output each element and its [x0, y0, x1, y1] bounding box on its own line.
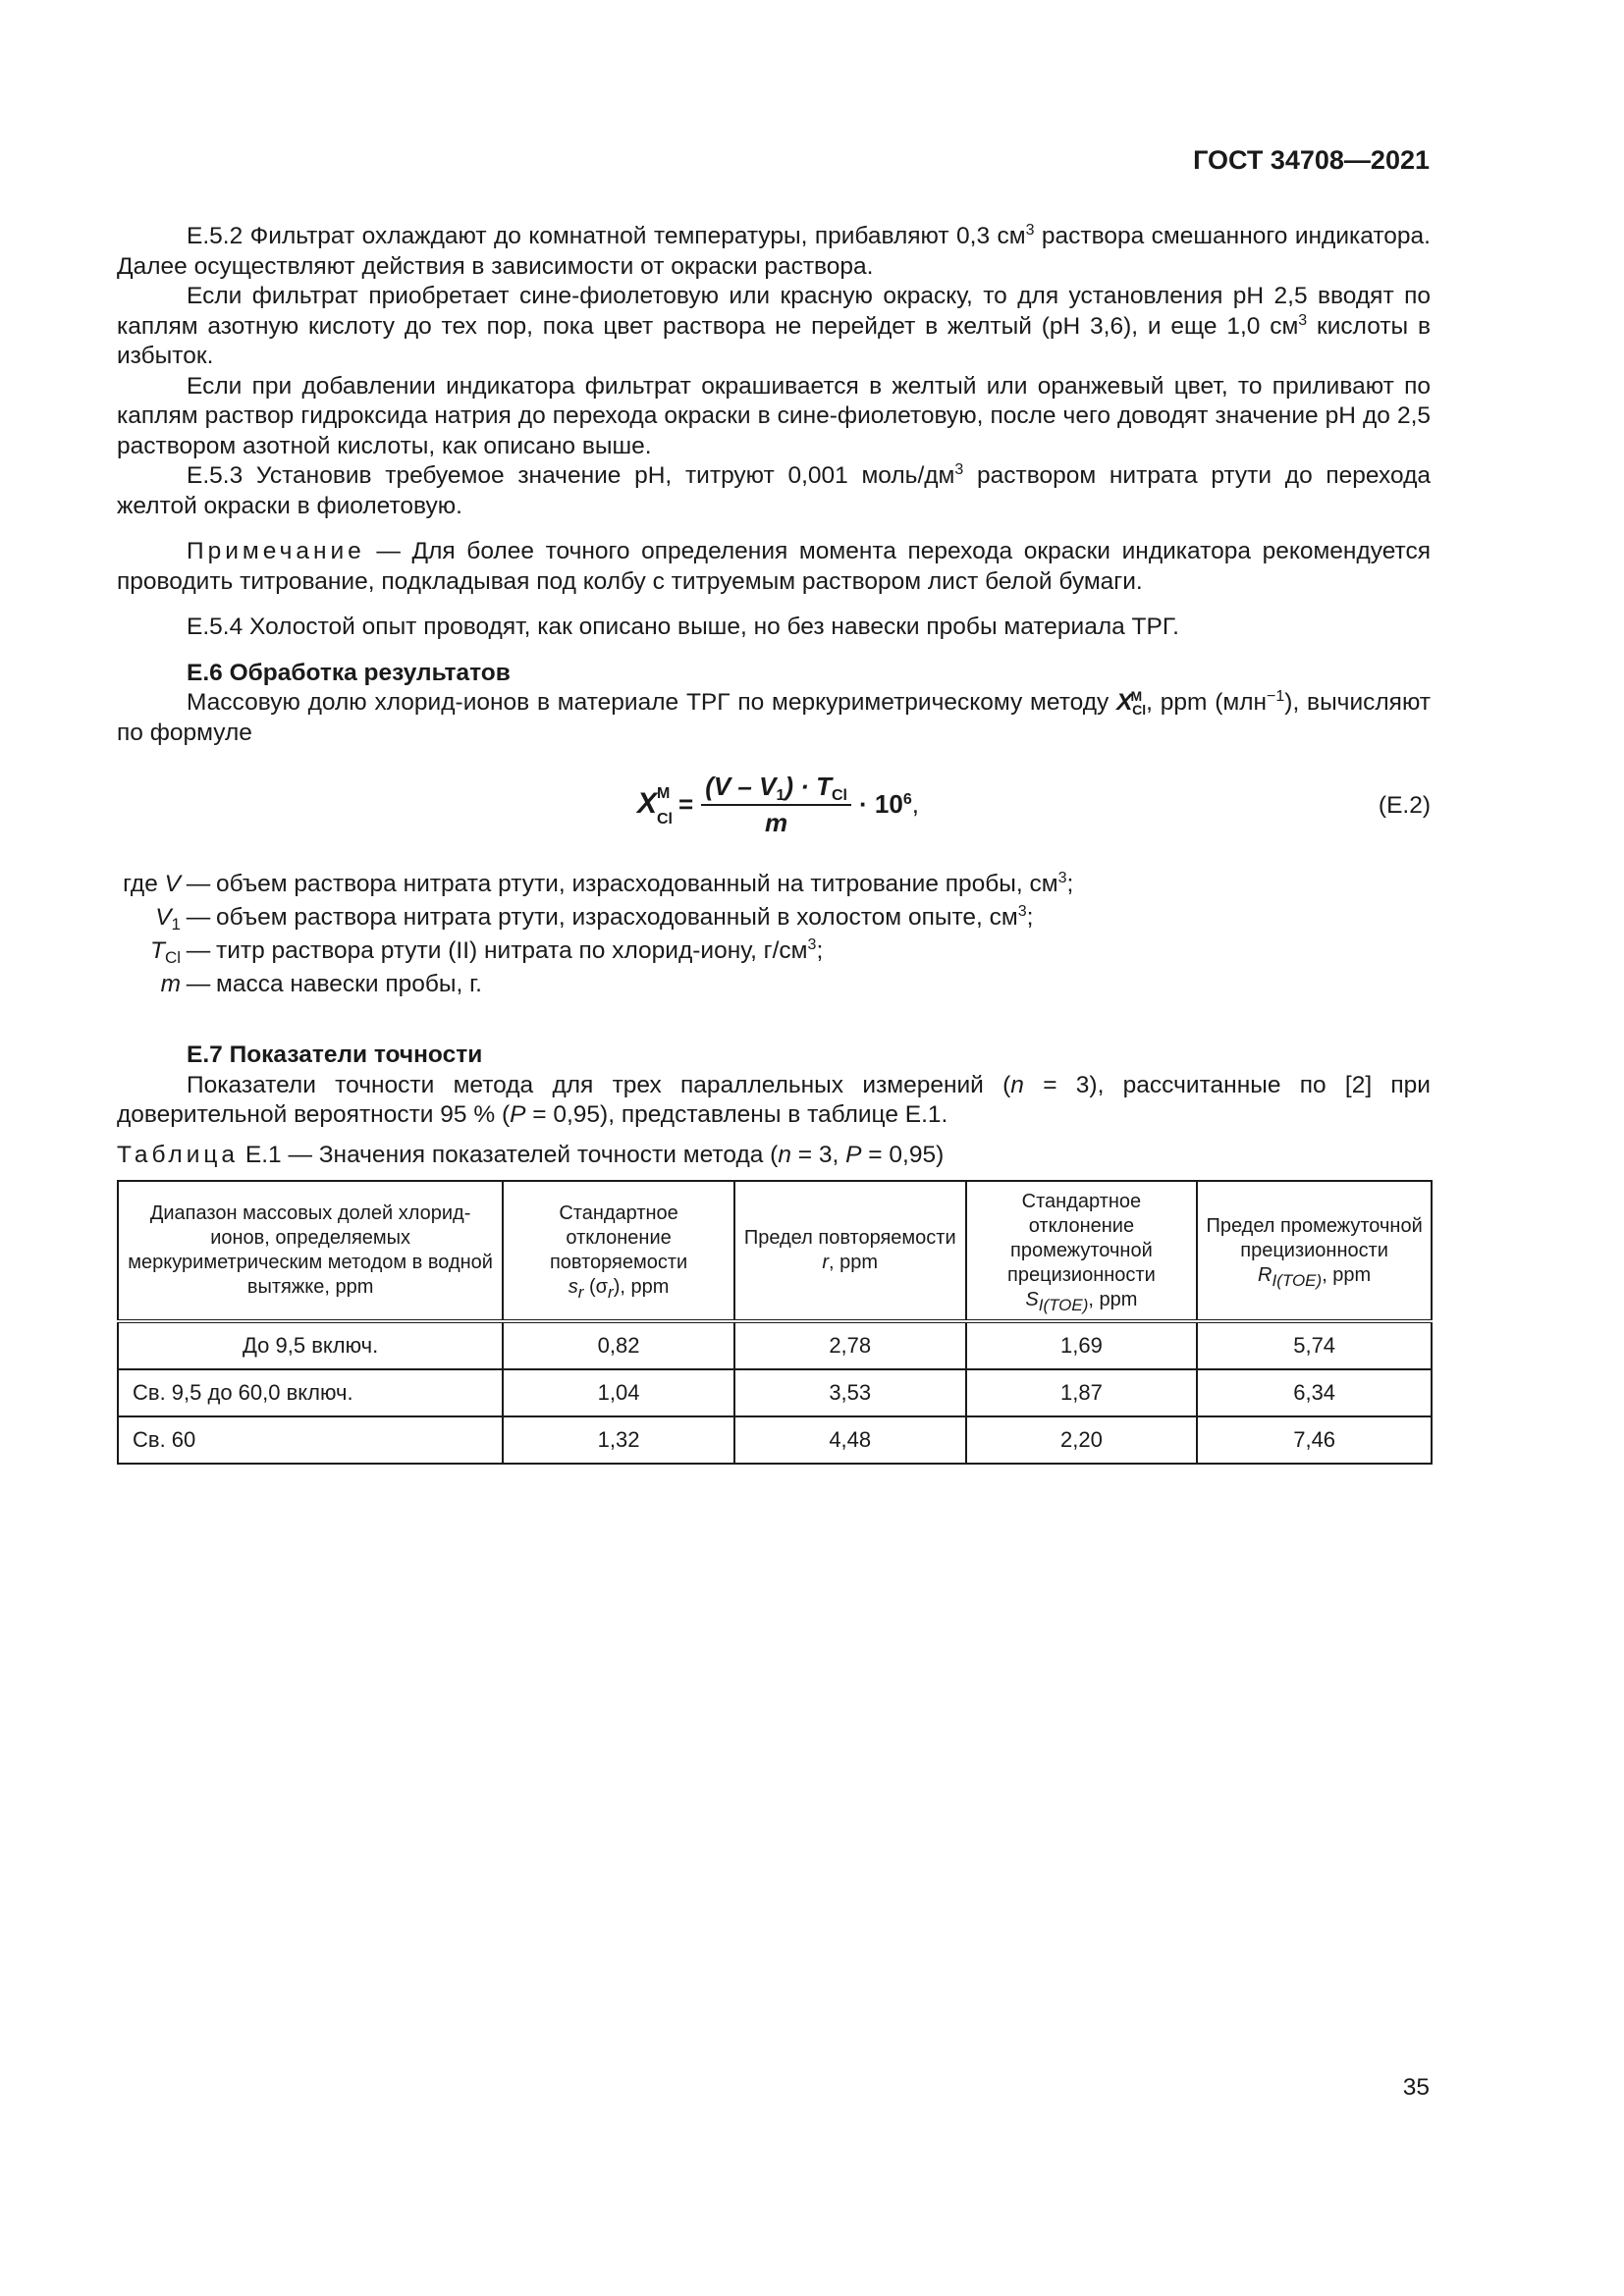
- table-cell: Св. 9,5 до 60,0 включ.: [118, 1369, 503, 1416]
- numerator: [701, 772, 851, 806]
- superscript: 3: [1298, 311, 1308, 329]
- symbol: m: [160, 971, 181, 997]
- symbol-x: X: [637, 787, 658, 821]
- definition-dash: —: [186, 904, 211, 931]
- definition-row: [117, 934, 1431, 968]
- symbol: V: [155, 904, 172, 931]
- superscript: 3: [1025, 222, 1035, 239]
- section-e7-heading: Е.7 Показатели точности: [187, 1041, 483, 1068]
- text: Стандартное отклонение повторяемости: [549, 1202, 688, 1273]
- subscript: Cl: [1132, 702, 1147, 718]
- precision-table: [117, 1180, 1433, 1465]
- note-label: Примечание: [187, 538, 365, 564]
- text: ;: [1026, 904, 1034, 931]
- caption-label: Таблица: [117, 1141, 240, 1168]
- note: [117, 537, 1431, 597]
- text: , ppm: [1322, 1263, 1372, 1286]
- subscript: r: [608, 1283, 614, 1302]
- superscript: 3: [1057, 870, 1067, 886]
- text: ;: [816, 937, 824, 964]
- table-cell: 7,46: [1197, 1416, 1432, 1464]
- table-cell: 2,20: [966, 1416, 1198, 1464]
- paragraph-e6: [117, 688, 1431, 748]
- text: (V – V: [705, 772, 777, 801]
- denominator: m: [765, 807, 788, 837]
- text: раствора смешанного индикатора. Далее осуществляют действия в зависимости от окраски раствора.: [117, 223, 1431, 280]
- table-cell: 5,74: [1197, 1321, 1432, 1369]
- symbol: S: [1025, 1288, 1039, 1310]
- definition-text: [216, 901, 1033, 934]
- equation-number: (Е.2): [1378, 792, 1431, 819]
- text: Е.1 — Значения показателей точности метода (: [239, 1141, 779, 1168]
- definition-symbol: [117, 868, 181, 901]
- table-caption: [117, 1141, 1431, 1171]
- table-cell: 1,87: [966, 1369, 1198, 1416]
- text: кислоты в избыток.: [117, 312, 1431, 369]
- header-intermediate-limit: [1197, 1181, 1432, 1321]
- text: ) · T: [785, 772, 832, 801]
- table-row: [118, 1416, 1432, 1464]
- symbol-p: P: [510, 1101, 526, 1128]
- text: ;: [1066, 871, 1074, 897]
- text: Е.5.3 Установив требуемое значение рН, титруют 0,001 моль/дм: [187, 462, 955, 489]
- definition-symbol: [117, 901, 181, 934]
- superscript: 6: [902, 791, 912, 809]
- text: ), вычисляют по формуле: [117, 689, 1431, 746]
- text: ), ppm: [613, 1276, 670, 1298]
- paragraph-e7: [117, 1071, 1431, 1131]
- text: Предел повторяемости: [743, 1227, 956, 1249]
- table-header-row: [118, 1181, 1432, 1321]
- superscript: 3: [807, 936, 817, 953]
- text: объем раствора нитрата ртути, израсходованный на титрование пробы, см: [216, 871, 1058, 897]
- doc-number: ГОСТ 34708—2021: [1193, 145, 1430, 175]
- definition-row: [117, 901, 1431, 934]
- section-e6-heading: Е.6 Обработка результатов: [187, 659, 511, 686]
- paragraph-blue-violet: [117, 282, 1431, 372]
- equals-sign: =: [678, 789, 694, 820]
- text: Массовую долю хлорид-ионов в материале ТРГ по меркуриметрическому методу: [187, 689, 1117, 716]
- superscript: −1: [1267, 688, 1285, 705]
- table-cell: До 9,5 включ.: [118, 1321, 503, 1369]
- text: титр раствора ртути (II) нитрата по хлорид-иону, г/см: [216, 937, 808, 964]
- page-content: [117, 222, 1431, 1465]
- subscript: 1: [776, 787, 785, 804]
- definition-symbol: [117, 968, 181, 1001]
- text: (σ: [583, 1276, 609, 1298]
- subscript: 1: [171, 915, 181, 934]
- symbol: s: [568, 1276, 578, 1298]
- formula-e2: [117, 768, 1431, 852]
- paragraph-e54: Е.5.4 Холостой опыт проводят, как описано выше, но без навески пробы материала ТРГ.: [187, 614, 1179, 640]
- table-cell: 0,82: [503, 1321, 734, 1369]
- formula-tail: [859, 789, 919, 820]
- table-cell: 6,34: [1197, 1369, 1432, 1416]
- text: ,: [911, 789, 919, 820]
- text: Е.5.2 Фильтрат охлаждают до комнатной температуры, прибавляют 0,3 см: [187, 223, 1026, 249]
- table-row: [118, 1369, 1432, 1416]
- header-range: Диапазон массовых долей хлорид-ионов, определяемых меркуриметрическим методом в водной вытяжке, ppm: [118, 1181, 503, 1321]
- superscript: 3: [1017, 903, 1027, 920]
- definition-symbol: [117, 934, 181, 968]
- superscript: M: [1130, 688, 1143, 704]
- subscript: Cl: [657, 811, 673, 828]
- symbol: T: [149, 937, 165, 964]
- formula-expression: [637, 772, 919, 837]
- text: , ppm (млн: [1146, 689, 1268, 716]
- table-cell: Св. 60: [118, 1416, 503, 1464]
- text: = 0,95): [861, 1141, 945, 1168]
- symbol-x: X: [1116, 689, 1133, 716]
- table-row: [118, 1321, 1432, 1369]
- paragraph-e53: [117, 461, 1431, 521]
- text: = 3,: [790, 1141, 846, 1168]
- header-repeatability-limit: [734, 1181, 966, 1321]
- paragraph-e52: [117, 222, 1431, 282]
- text: = 0,95), представлены в таблице Е.1.: [525, 1101, 948, 1128]
- definition-dash: —: [186, 871, 211, 897]
- symbol-p: P: [845, 1141, 862, 1168]
- text: Показатели точности метода для трех параллельных измерений (: [187, 1071, 1011, 1098]
- text: масса навески пробы, г.: [216, 971, 482, 997]
- text: · 10: [859, 789, 903, 820]
- subscript: I(TOE): [1038, 1295, 1089, 1314]
- text: объем раствора нитрата ртути, израсходованный в холостом опыте, см: [216, 904, 1018, 931]
- subscript: Cl: [164, 948, 181, 967]
- superscript: M: [657, 785, 671, 803]
- symbol: V: [164, 871, 181, 897]
- text: , ppm: [829, 1252, 879, 1273]
- header-repeatability-sd: [503, 1181, 734, 1321]
- subscript: I(TOE): [1272, 1270, 1323, 1290]
- text: Предел промежуточной прецизионности: [1206, 1214, 1423, 1261]
- definition-dash: —: [186, 971, 211, 997]
- subscript: r: [577, 1283, 584, 1302]
- definition-row: [117, 968, 1431, 1001]
- definition-row: [117, 868, 1431, 901]
- definition-text: [216, 968, 482, 1001]
- table-cell: 3,53: [734, 1369, 966, 1416]
- text: Стандартное отклонение промежуточной прецизионности: [1007, 1190, 1156, 1286]
- formula-lhs: [637, 785, 678, 828]
- text: = 3), рассчитанные по [2] при доверительной вероятности 95 % (: [117, 1071, 1431, 1128]
- table-cell: 1,32: [503, 1416, 734, 1464]
- table-cell: 1,04: [503, 1369, 734, 1416]
- where-word: где: [123, 871, 165, 897]
- subscript: Cl: [832, 787, 847, 804]
- table-cell: 4,48: [734, 1416, 966, 1464]
- variable-definitions: [117, 868, 1431, 1001]
- definition-dash: —: [186, 937, 211, 964]
- symbol-n: n: [1010, 1071, 1024, 1098]
- table-cell: 2,78: [734, 1321, 966, 1369]
- text: , ppm: [1088, 1288, 1138, 1310]
- definition-text: [216, 934, 823, 968]
- header-intermediate-sd: [966, 1181, 1198, 1321]
- definition-text: [216, 868, 1073, 901]
- paragraph-yellow: Если при добавлении индикатора фильтрат окрашивается в желтый или оранжевый цвет, то приливают по каплям раствор гидроксида натрия до перехода окраски в сине-фиолетовую, после чего доводят значение рН до 2,5 раствором азотной кислоты, как описано выше.: [117, 372, 1431, 459]
- fraction: [701, 772, 851, 837]
- text: раствором нитрата ртути до перехода желтой окраски в фиолетовую.: [117, 462, 1431, 519]
- symbol: R: [1258, 1263, 1272, 1286]
- symbol-n: n: [778, 1141, 791, 1168]
- table-cell: 1,69: [966, 1321, 1198, 1369]
- note-text: — Для более точного определения момента перехода окраски индикатора рекомендуется проводить титрование, подкладывая под колбу с титруемым раствором лист белой бумаги.: [117, 538, 1431, 595]
- page-number: 35: [1402, 2074, 1430, 2101]
- symbol: r: [822, 1252, 830, 1273]
- text: Если фильтрат приобретает сине-фиолетовую или красную окраску, то для установления рН 2,5 вводят по каплям азотную кислоту до тех пор, пока цвет раствора не перейдет в желтый (рН 3,6), и еще 1,0 см: [117, 283, 1431, 340]
- superscript: 3: [954, 461, 964, 478]
